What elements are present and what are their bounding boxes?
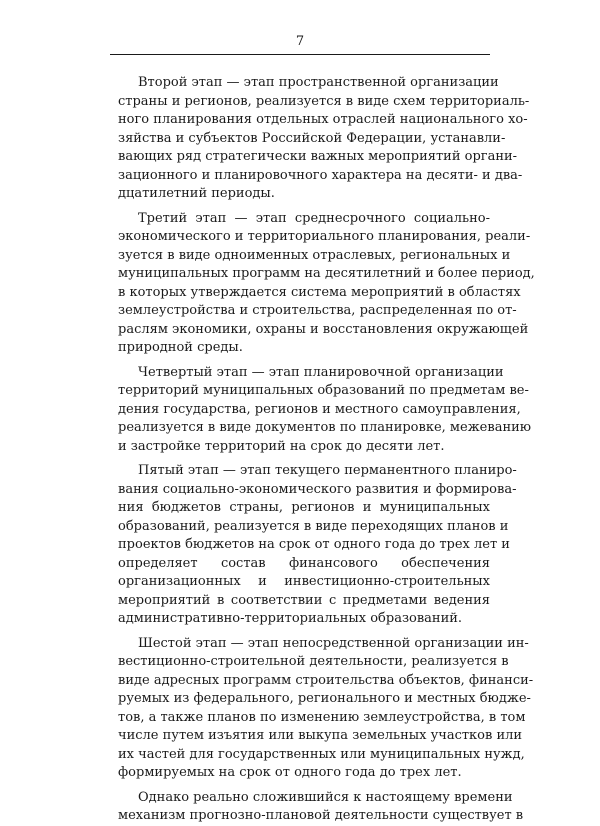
text-line: зационного и планировочного характера на десяти- и два- [118,167,523,183]
text-line: Третий этап — этап среднесрочного социально- [138,210,490,226]
text-line: их частей для государственных или муниципальных нужд, [118,746,525,762]
text-line: раслям экономики, охраны и восстановления окружающей [118,321,529,337]
text-line: тов, а также планов по изменению землеустройства, в том [118,709,526,725]
text-line: зуется в виде одноименных отраслевых, региональных и [118,247,511,263]
text-line: числе путем изъятия или выкупа земельных участков или [118,728,523,743]
text-line: механизм прогнозно-плановой деятельности существует в [118,808,524,823]
text-line: Шестой этап — этап непосредственной организации ин- [138,635,529,651]
text-line: мероприятий в соответствии с предметами ведения [118,592,490,608]
text-line: Второй этап — этап пространственной организации [138,75,499,90]
paragraph [118,364,532,457]
text-line: ного планирования отдельных отраслей национального хо- [118,112,528,127]
text-line: экономического и территориального планирования, реали- [118,229,531,244]
text-line: Однако реально сложившийся к настоящему времени [138,789,513,805]
text-line: вестиционно-строительной деятельности, реализуется в [118,654,509,669]
text-line: природной среды. [118,340,243,355]
text-line: вания социально-экономического развития и формирова- [118,481,517,497]
text-line: и застройке территорий на срок до десяти лет. [118,438,445,454]
paragraph [118,210,535,358]
text-line: дцатилетний периоды. [118,186,275,201]
text-line: ния бюджетов страны, регионов и муниципальных [118,500,490,515]
header-rule [110,54,490,55]
text-line: Четвертый этап — этап планировочной организации [138,364,504,380]
text-line: виде адресных программ строительства объектов, финанси- [118,672,534,688]
text-line: реализуется в виде документов по планировке, межеванию [118,420,532,435]
text-line: страны и регионов, реализуется в виде схем территориаль- [118,93,530,109]
paragraph [118,789,524,826]
text-line: административно-территориальных образований. [118,611,463,626]
text-line: в которых утверждается система мероприятий в областях [118,284,521,300]
text-line: землеустройства и строительства, распределенная по от- [118,303,517,318]
text-line: муниципальных программ на десятилетний и более период, [118,266,535,281]
text-line: определяет состав финансового обеспечения [118,555,490,571]
text-line: Пятый этап — этап текущего перманентного планиро- [138,463,517,478]
text-line: проектов бюджетов на срок от одного года до трех лет и [118,537,510,552]
text-line: дения государства, регионов и местного самоуправления, [118,401,521,417]
text-line: образований, реализуется в виде переходящих планов и [118,518,509,534]
body-text [118,74,535,826]
paragraph [118,74,530,204]
text-line: организационных и инвестиционно-строительных [118,574,490,589]
text-line: руемых из федерального, регионального и местных бюдже- [118,691,531,706]
paragraph [118,462,517,629]
text-line: территорий муниципальных образований по предметам ве- [118,383,529,398]
text-line: формируемых на срок от одного года до трех лет. [118,765,462,780]
text-line: вающих ряд стратегически важных мероприятий органи- [118,149,518,164]
text-line: зяйства и субъектов Российской Федерации, устанавли- [118,130,506,146]
paragraph [118,635,534,783]
page-number: 7 [295,34,305,49]
